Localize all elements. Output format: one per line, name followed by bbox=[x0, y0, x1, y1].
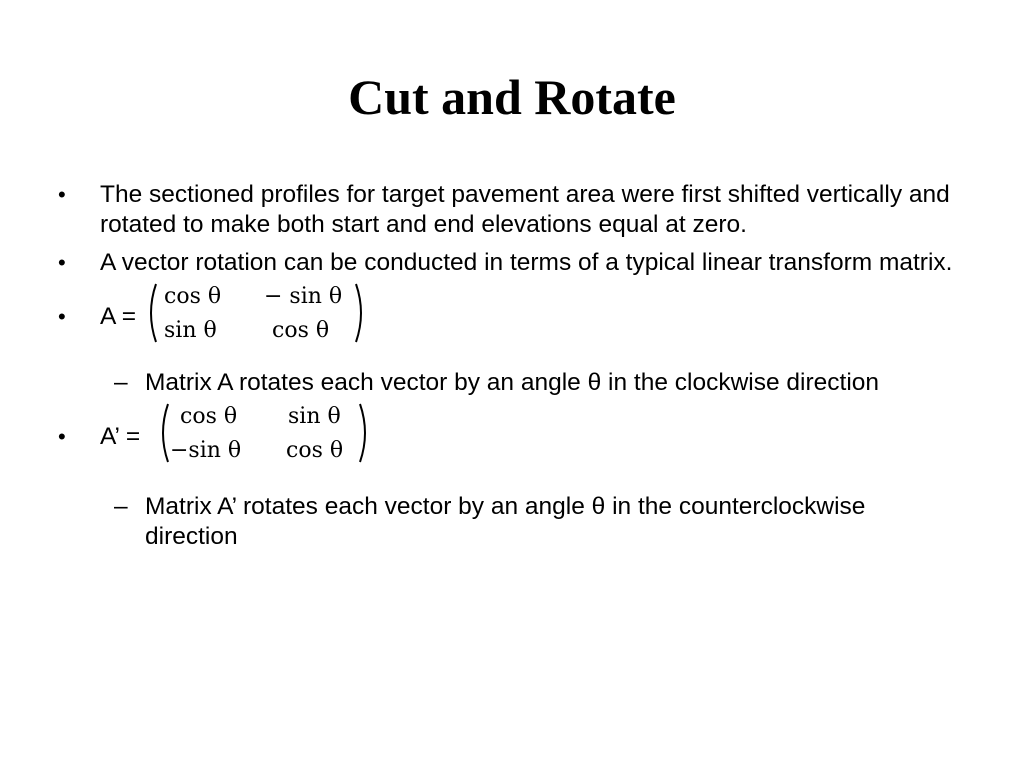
matrix-a-prime-cell-r2c1: −sin θ bbox=[170, 438, 242, 463]
bullet-mark: • bbox=[58, 424, 66, 449]
dash-mark: – bbox=[114, 493, 128, 520]
slide-title: Cut and Rotate bbox=[348, 69, 676, 125]
bullet-text-1: The sectioned profiles for target pavement area were first shifted vertically and rotated to make both start and end elevations equal at zero. bbox=[100, 181, 950, 238]
matrix-a-cell-r2c1: sin θ bbox=[164, 318, 217, 343]
matrix-a-cell-r2c2: cos θ bbox=[272, 318, 330, 343]
bullet-mark: • bbox=[58, 182, 66, 207]
left-paren-icon bbox=[144, 282, 158, 344]
bullet-item-2 bbox=[56, 248, 956, 278]
matrix-a-prime-label: A’ = bbox=[100, 423, 141, 450]
matrix-a-prime-cell-r2c2: cos θ bbox=[286, 438, 344, 463]
dash-mark: – bbox=[114, 369, 128, 396]
matrix-a bbox=[144, 282, 370, 348]
matrix-a-prime bbox=[156, 402, 374, 468]
right-paren-icon bbox=[354, 282, 368, 344]
bullet-item-matrix-a-prime bbox=[56, 402, 956, 472]
sub-bullet-item-2 bbox=[56, 492, 956, 552]
matrix-a-cell-r1c1: cos θ bbox=[164, 284, 222, 309]
sub-bullet-item-1 bbox=[56, 368, 956, 398]
bullet-mark: • bbox=[58, 250, 66, 275]
bullet-item-matrix-a bbox=[56, 282, 956, 352]
bullet-mark: • bbox=[58, 304, 66, 329]
bullet-item-1 bbox=[56, 180, 956, 240]
matrix-a-cell-r1c2: − sin θ bbox=[264, 284, 343, 309]
matrix-a-prime-cell-r1c2: sin θ bbox=[288, 404, 341, 429]
right-paren-icon bbox=[358, 402, 372, 464]
matrix-a-prime-cell-r1c1: cos θ bbox=[180, 404, 238, 429]
bullet-text-2: A vector rotation can be conducted in terms of a typical linear transform matrix. bbox=[100, 249, 953, 276]
sub-bullet-text-2: Matrix A’ rotates each vector by an angle θ in the counterclockwise direction bbox=[145, 493, 866, 550]
left-paren-icon bbox=[156, 402, 170, 464]
sub-bullet-text-1: Matrix A rotates each vector by an angle θ in the clockwise direction bbox=[145, 369, 880, 396]
matrix-a-label: A = bbox=[100, 303, 137, 330]
slide-body bbox=[56, 180, 956, 552]
